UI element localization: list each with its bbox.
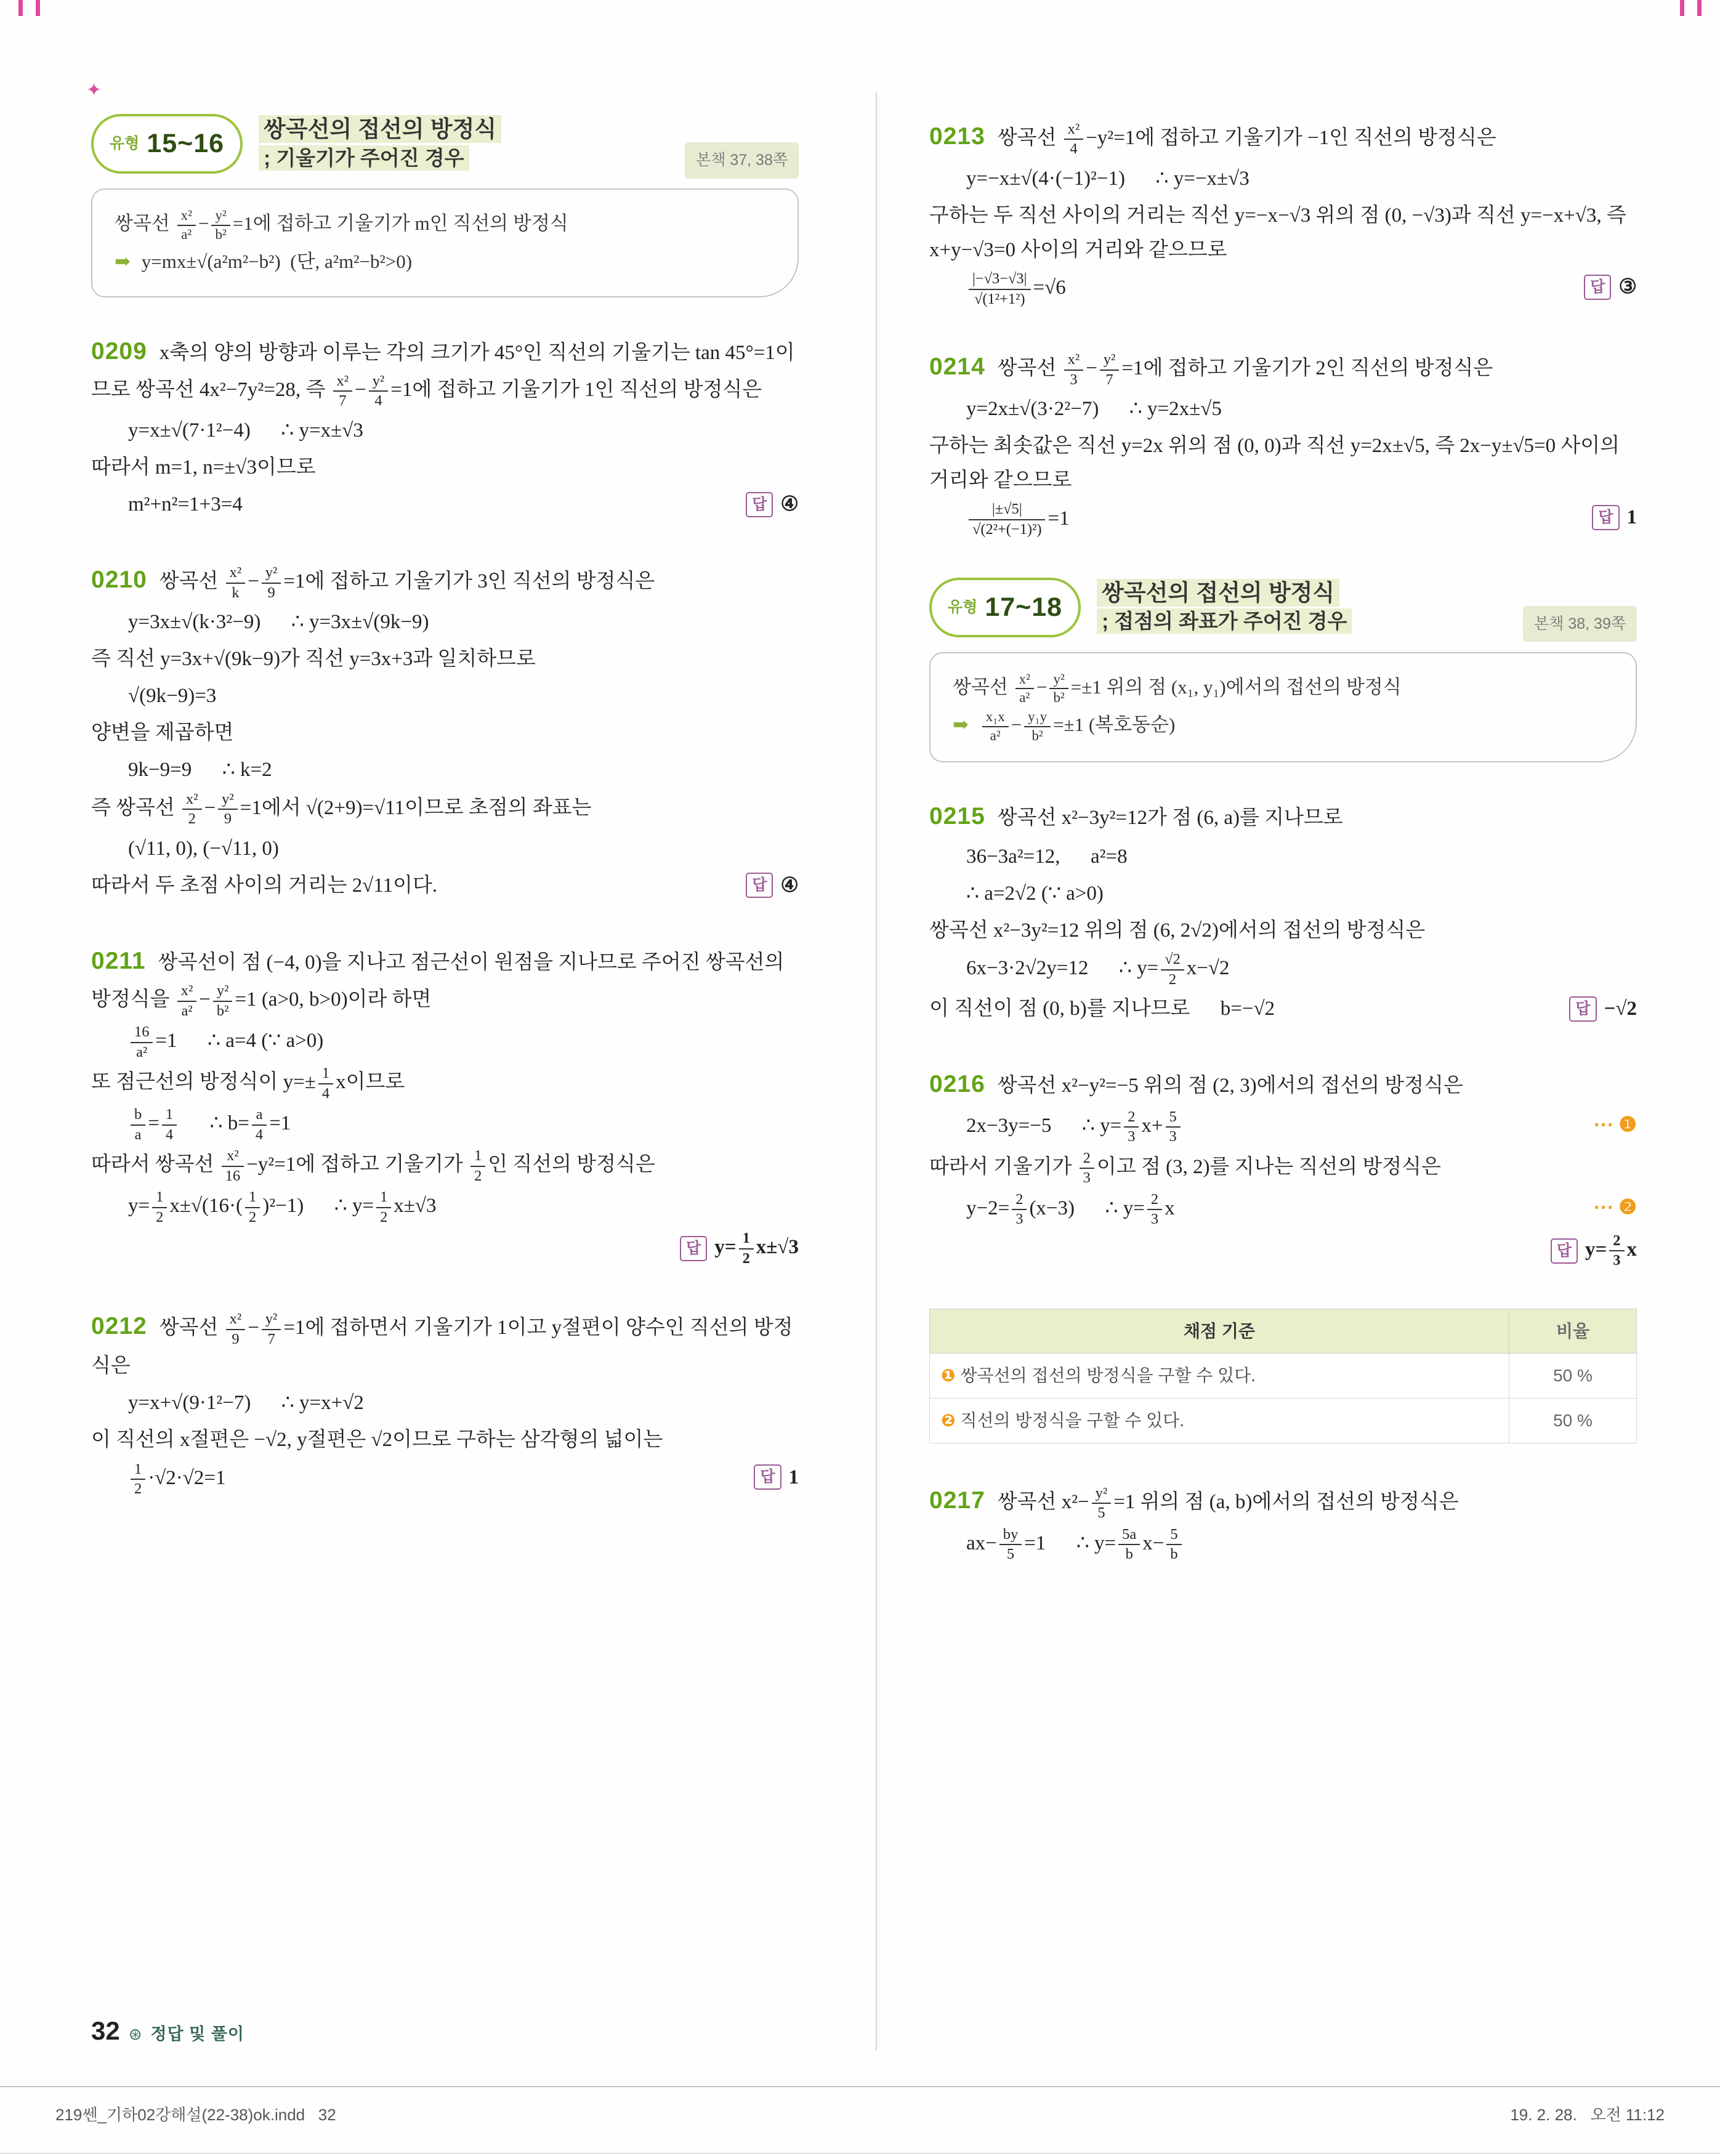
fraction: $\frac{5}{3}$: [1166, 1108, 1181, 1147]
answer-chip: 답: [1584, 275, 1611, 300]
fraction: $\frac{\text{y²}}{7}$: [1100, 350, 1120, 389]
solution-text: m²+n²=1+3=4: [128, 493, 243, 516]
solution-line: [91, 1460, 799, 1499]
fraction: $\frac{1}{4}$: [162, 1105, 177, 1144]
fraction: $\frac{\text{y₁y}}{\text{b²}}$: [1024, 708, 1051, 745]
solution-text: y= $\frac{1}{2}$ x±√(16·( $\frac{1}{2}$ )²−1) ∴ y= $\frac{1}{2}$ x±√3: [128, 1195, 437, 1217]
fraction: $\frac{by}{5}$: [999, 1525, 1022, 1564]
fraction: $\frac{1}{2}$: [376, 1188, 391, 1227]
solution-text: x축의 양의 방향과 이루는 각의 크기가 45°인 직선의 기울기는 tan 45°=1이므로 쌍곡선 4x²−7y²=28, 즉 $\frac{\text{x²}}{7}$ − $\frac{\text{y²}}{4}$ =1에 접하고 기울기가 1인 직선의 방정식은: [91, 342, 795, 401]
problem-number: 0209: [91, 337, 147, 365]
solution-text: ax− $\frac{by}{5}$ =1 ∴ y= $\frac{5a}{b}$ x− $\frac{5}{b}$: [966, 1532, 1184, 1554]
answer-chip: 답: [1569, 996, 1596, 1022]
solution-line: [929, 1190, 1637, 1229]
fraction: $\frac{2}{3}$: [1147, 1190, 1162, 1229]
solution-line: [91, 1105, 799, 1144]
content-columns: [91, 114, 1637, 1602]
type-header: [929, 578, 1637, 637]
solution-line: [929, 1232, 1637, 1270]
right-column: [929, 114, 1637, 1602]
solution-text: 구하는 두 직선 사이의 거리는 직선 y=−x−√3 위의 점 (0, −√3)과 직선 y=−x+√3, 즉 x+y−√3=0 사이의 거리와 같으므로: [929, 204, 1632, 262]
answer-value: y= $\frac{1}{2}$ x±√3: [714, 1229, 799, 1268]
solution-text: 쌍곡선 $\frac{\text{x²}}{4}$ −y²=1에 접하고 기울기가 −1인 직선의 방정식은: [998, 127, 1496, 149]
solution-text: y=2x±√(3·2²−7) ∴ y=2x±√5: [966, 398, 1222, 421]
fraction: $\frac{\text{y²}}{\text{b²}}$: [1049, 671, 1068, 707]
solution-line: [929, 950, 1637, 989]
problem-number: 0217: [929, 1487, 985, 1514]
sparkle-mark: ✦: [86, 80, 102, 100]
solution-line: [929, 116, 1637, 159]
answer: [680, 1229, 799, 1268]
solution-line: [91, 753, 799, 787]
fraction: $\frac{2}{3}$: [1609, 1232, 1624, 1270]
type-title-text: 쌍곡선의 접선의 방정식: [1097, 579, 1339, 607]
type-header: [91, 114, 799, 174]
print-rule-top: [0, 2086, 1720, 2087]
fraction: $\frac{2}{3}$: [1012, 1190, 1027, 1229]
solution-text: 쌍곡선 $\frac{\text{x²}}{3}$ − $\frac{\text{y²}}{7}$ =1에 접하고 기울기가 2인 직선의 방정식은: [998, 357, 1493, 379]
solution-line: [929, 839, 1637, 874]
fraction: $\frac{2}{3}$: [1080, 1149, 1094, 1188]
solution-text: 쌍곡선이 점 (−4, 0)을 지나고 점근선이 원점을 지나므로 주어진 쌍곡선의 방정식을 $\frac{\text{x²}}{\text{a²}}$ − $\frac{\text{y²}}{\text{b²}}$ =1 (a>0, b>0)이라 하면: [91, 951, 789, 1011]
solution-line: [91, 1188, 799, 1227]
answer-chip: 답: [680, 1236, 707, 1261]
solution-line: [929, 347, 1637, 389]
solution-text: 따라서 m=1, n=±√3이므로: [91, 456, 316, 478]
fraction: $\frac{a}{4}$: [252, 1105, 267, 1144]
solution-text: 즉 직선 y=3x+√(9k−9)가 직선 y=3x+3과 일치하므로: [91, 648, 536, 671]
fraction: $\frac{5}{b}$: [1166, 1525, 1181, 1564]
scoring-table-header: 채점 기준: [930, 1309, 1509, 1354]
answer: [1569, 991, 1637, 1026]
solution-line: [929, 161, 1637, 196]
fraction: $\frac{1}{2}$: [245, 1188, 260, 1227]
problem-number: 0216: [929, 1071, 985, 1098]
solution-line: [929, 198, 1637, 267]
solution-text: 쌍곡선 $\frac{\text{x²}}{k}$ − $\frac{\text{y²}}{9}$ =1에 접하고 기울기가 3인 직선의 방정식은: [159, 570, 655, 592]
solution-line: [91, 642, 799, 676]
scoring-table-body: [930, 1354, 1637, 1443]
solution-text: 36−3a²=12, a²=8: [966, 846, 1128, 868]
fraction: $\frac{16}{\text{a²}}$: [131, 1023, 153, 1062]
scoring-criterion: ❷ 직선의 방정식을 구할 수 있다.: [930, 1399, 1509, 1443]
solution-line: [91, 1386, 799, 1420]
solution-text: y=−x±√(4·(−1)²−1) ∴ y=−x±√3: [966, 167, 1250, 190]
solution-line: [91, 487, 799, 522]
page-footer: [91, 2009, 244, 2053]
type-title: [1097, 578, 1637, 608]
answer-chip: 답: [1551, 1238, 1578, 1264]
step-number-icon: ❶: [1618, 1113, 1637, 1136]
problem-0212: [91, 1306, 799, 1498]
solution-text: 쌍곡선 x²−y²=−5 위의 점 (2, 3)에서의 접선의 방정식은: [997, 1075, 1463, 1097]
footer-symbol-icon: ⊛: [128, 2025, 142, 2043]
fraction: $\frac{\text{y²}}{\text{b²}}$: [211, 207, 230, 243]
fraction: $\frac{\text{x²}}{\text{a²}}$: [1015, 671, 1034, 707]
solution-text: y=x±√(7·1²−4) ∴ y=x±√3: [128, 419, 363, 442]
solution-line: [929, 1480, 1637, 1523]
scoring-table-head: [930, 1309, 1637, 1354]
answer-chip: 답: [746, 492, 773, 517]
solution-text: 쌍곡선 x²−3y²=12가 점 (6, a)를 지나므로: [997, 806, 1343, 829]
page-number: 32: [91, 2016, 120, 2045]
fraction: $\frac{1}{4}$: [318, 1064, 333, 1103]
scoring-ratio: 50 %: [1509, 1354, 1637, 1399]
answer-chip: 답: [1592, 505, 1619, 530]
fraction: $\frac{|\pm√5|}{\text{√(2²+(−1)²)}}$: [969, 500, 1045, 539]
solution-text: 따라서 쌍곡선 $\frac{\text{x²}}{16}$ −y²=1에 접하고 기울기가 $\frac{1}{2}$ 인 직선의 방정식은: [91, 1153, 655, 1176]
step-number-icon: ❷: [941, 1411, 956, 1431]
solution-text: 이 직선이 점 (0, b)를 지나므로 b=−√2: [929, 998, 1275, 1020]
problem-0213: [929, 116, 1637, 309]
solution-line: [929, 991, 1637, 1026]
book-reference: 본책 37, 38쪽: [685, 142, 799, 179]
print-rule-bottom: [0, 2153, 1720, 2154]
solution-text: 2x−3y=−5 ∴ y= $\frac{2}{3}$ x+ $\frac{5}{3}$: [966, 1115, 1183, 1137]
formula-line: ➡ y=mx±√(a²m²−b²) (단, a²m²−b²>0): [115, 250, 413, 272]
answer: [1584, 270, 1637, 304]
solution-text: y−2= $\frac{2}{3}$ (x−3) ∴ y= $\frac{2}{3}$ x: [966, 1197, 1175, 1219]
solution-line: [91, 790, 799, 829]
solution-text: 또 점근선의 방정식이 y=± $\frac{1}{4}$ x이므로: [91, 1071, 405, 1093]
problem-number: 0210: [91, 567, 147, 594]
solution-line: [91, 560, 799, 602]
step-marker: ⋯ ❷: [1593, 1196, 1637, 1219]
problem-0210: [91, 560, 799, 903]
fraction: $\frac{\text{y²}}{7}$: [262, 1310, 281, 1349]
arrow-icon: ➡: [953, 714, 969, 736]
solution-line: [929, 270, 1637, 309]
answer-value: y= $\frac{2}{3}$ x: [1585, 1232, 1637, 1270]
formula-line: 쌍곡선 $\frac{\text{x²}}{\text{a²}}$ − $\frac{\text{y²}}{\text{b²}}$ =1에 접하고 기울기가 m인 직선의 방정식: [115, 206, 775, 244]
scoring-ratio: 50 %: [1509, 1399, 1637, 1443]
type-subtitle-text: ; 기울기가 주어진 경우: [259, 145, 469, 171]
fraction: $\frac{1}{2}$: [152, 1188, 167, 1227]
solution-line: [91, 1064, 799, 1103]
fraction: $\frac{\text{x²}}{16}$: [222, 1147, 244, 1185]
solution-line: [929, 500, 1637, 539]
solution-text: 쌍곡선 x²− $\frac{\text{y²}}{5}$ =1 위의 점 (a, b)에서의 접선의 방정식은: [998, 1491, 1459, 1513]
type-header-block: [91, 114, 799, 297]
fraction: $\frac{\text{x²}}{2}$: [182, 790, 202, 829]
left-column: [91, 114, 799, 1602]
solution-text: 쌍곡선 $\frac{\text{x²}}{9}$ − $\frac{\text{y²}}{7}$ =1에 접하면서 기울기가 1이고 y절편이 양수인 직선의 방정식은: [91, 1310, 793, 1378]
solution-text: 양변을 제곱하면: [91, 722, 234, 745]
solution-text: 6x−3·2√2y=12 ∴ y= $\frac{√2}{2}$ x−√2: [966, 957, 1230, 979]
solution-line: [929, 796, 1637, 837]
formula-line: ➡ $\frac{\text{x₁x}}{\text{a²}}$ − $\frac{\text{y₁y}}{\text{b²}}$ =±1 (복호동순): [953, 707, 1613, 745]
problem-0209: [91, 331, 799, 522]
problem-0211: [91, 941, 799, 1269]
fraction: $\frac{\text{y²}}{4}$: [369, 372, 389, 411]
scoring-table-header: 비율: [1509, 1309, 1637, 1354]
solution-line: [91, 450, 799, 485]
step-marker: ⋯ ❶: [1593, 1113, 1637, 1136]
solution-text: 이 직선의 x절편은 −√2, y절편은 √2이므로 구하는 삼각형의 넓이는: [91, 1429, 663, 1451]
solution-line: [929, 876, 1637, 911]
solution-line: [929, 1149, 1637, 1188]
fraction: $\frac{\text{x²}}{4}$: [1064, 120, 1084, 159]
solution-line: [91, 1306, 799, 1383]
solution-text: $\frac{1}{2}$ ·√2·√2=1: [128, 1467, 226, 1489]
solution-text: $\frac{16}{\text{a²}}$ =1 ∴ a=4 (∵ a>0): [128, 1030, 323, 1052]
problem-number: 0212: [91, 1313, 147, 1340]
formula-line: 쌍곡선 $\frac{\text{x²}}{\text{a²}}$ − $\frac{\text{y²}}{\text{b²}}$ =±1 위의 점 (x₁, y₁)에서의 접선의 방정식: [953, 669, 1613, 708]
answer-value: ④: [780, 493, 799, 516]
fraction: $\frac{\text{y²}}{9}$: [262, 563, 281, 602]
solution-line: [91, 413, 799, 448]
answer-chip: 답: [754, 1464, 781, 1490]
solution-line: [91, 1023, 799, 1062]
print-footer-timestamp: 19. 2. 28. 오전 11:12: [1510, 2106, 1665, 2124]
fraction: $\frac{\text{y²}}{5}$: [1092, 1484, 1112, 1523]
crop-mark: [36, 0, 40, 16]
problem-number: 0213: [929, 123, 985, 150]
solution-line: [929, 1108, 1637, 1147]
solution-text: $\frac{|-√3-√3|}{\text{√(1²+1²)}}$ =√6: [966, 277, 1066, 299]
fraction: $\frac{1}{2}$: [470, 1147, 485, 1185]
solution-line: [91, 1423, 799, 1457]
fraction: $\frac{2}{3}$: [1124, 1108, 1139, 1147]
answer: [1592, 500, 1637, 535]
scoring-criterion: ❶ 쌍곡선의 접선의 방정식을 구할 수 있다.: [930, 1354, 1509, 1399]
solution-text: ∴ a=2√2 (∵ a>0): [966, 882, 1104, 905]
problem-0217: [929, 1480, 1637, 1564]
answer-value: ④: [780, 874, 799, 897]
answer-value: −√2: [1604, 998, 1637, 1020]
solution-line: [929, 1525, 1637, 1564]
solution-text: 따라서 두 초점 사이의 거리는 2√11이다.: [91, 874, 438, 897]
solution-text: y=3x±√(k·3²−9) ∴ y=3x±√(9k−9): [128, 611, 429, 634]
type-badge-label: 유형: [948, 598, 978, 616]
problem-0216: [929, 1064, 1637, 1270]
step-number-icon: ❶: [941, 1366, 956, 1386]
answer: [746, 487, 799, 522]
type-header-block: [929, 578, 1637, 762]
answer-chip: 답: [746, 873, 773, 898]
solution-text: $\frac{|\pm√5|}{\text{√(2²+(−1)²)}}$ =1: [966, 507, 1070, 530]
page-footer-label: 정답 및 풀이: [150, 2025, 244, 2043]
fraction: $\frac{\text{x²}}{9}$: [226, 1310, 246, 1349]
type-badge-range: 15~16: [147, 129, 225, 158]
fraction: $\frac{√2}{2}$: [1161, 950, 1184, 989]
solution-text: (√11, 0), (−√11, 0): [128, 837, 279, 860]
book-reference: 본책 38, 39쪽: [1523, 606, 1637, 642]
print-footer: [0, 2101, 1720, 2128]
fraction: $\frac{\text{x₁x}}{\text{a²}}$: [982, 708, 1009, 745]
solution-line: [91, 679, 799, 713]
solution-line: [929, 429, 1637, 498]
scoring-table-header-row: [930, 1309, 1637, 1354]
formula-box: [929, 652, 1637, 762]
type-badge-label: 유형: [110, 135, 140, 153]
crop-mark: [1697, 0, 1702, 16]
solution-line: [91, 1229, 799, 1268]
solution-line: [91, 868, 799, 903]
problem-number: 0215: [929, 802, 985, 830]
solution-text: √(9k−9)=3: [128, 685, 217, 708]
fraction: $\frac{1}{2}$: [131, 1460, 145, 1499]
type-title-text: 쌍곡선의 접선의 방정식: [259, 115, 501, 143]
solution-line: [929, 913, 1637, 948]
solution-line: [91, 831, 799, 866]
solution-line: [929, 1064, 1637, 1105]
answer: [1551, 1232, 1637, 1270]
solution-line: [91, 716, 799, 750]
solution-text: 쌍곡선 x²−3y²=12 위의 점 (6, 2√2)에서의 접선의 방정식은: [929, 919, 1426, 942]
type-title: [259, 114, 799, 145]
answer-value: ③: [1618, 276, 1637, 299]
print-footer-filename: 219쎈_기하02강해설(22-38)ok.indd 32: [55, 2106, 336, 2124]
problem-0214: [929, 347, 1637, 539]
solution-text: 구하는 최솟값은 직선 y=2x 위의 점 (0, 0)과 직선 y=2x±√5, 즉 2x−y±√5=0 사이의 거리와 같으므로: [929, 435, 1625, 492]
answer: [746, 868, 799, 903]
solution-line: [91, 605, 799, 639]
type-badge-range: 17~18: [985, 592, 1063, 622]
crop-mark: [1680, 0, 1684, 16]
formula-box: [91, 188, 799, 297]
fraction: $\frac{1}{2}$: [739, 1229, 754, 1268]
problem-0215: [929, 796, 1637, 1027]
scoring-table-row: [930, 1399, 1637, 1443]
fraction: $\frac{b}{a}$: [131, 1105, 145, 1144]
solution-text: $\frac{b}{a}$ = $\frac{1}{4}$ ∴ b= $\frac{a}{4}$ =1: [128, 1112, 291, 1134]
problem-number: 0211: [91, 947, 146, 974]
problem-number: 0214: [929, 353, 985, 381]
fraction: $\frac{\text{y²}}{\text{b²}}$: [213, 982, 233, 1020]
solution-line: [91, 1147, 799, 1185]
step-number-icon: ❷: [1618, 1196, 1637, 1219]
type-badge: [91, 114, 243, 174]
fraction: $\frac{\text{x²}}{3}$: [1064, 350, 1084, 389]
fraction: $\frac{\text{x²}}{\text{a²}}$: [177, 982, 197, 1020]
solution-text: y=x+√(9·1²−7) ∴ y=x+√2: [128, 1392, 364, 1415]
solution-text: 9k−9=9 ∴ k=2: [128, 759, 272, 781]
type-subtitle-text: ; 접점의 좌표가 주어진 경우: [1097, 608, 1352, 634]
scoring-table: [929, 1309, 1637, 1443]
fraction: $\frac{\text{x²}}{\text{a²}}$: [177, 207, 196, 243]
fraction: $\frac{\text{x²}}{k}$: [226, 563, 246, 602]
answer-value: 1: [788, 1466, 799, 1488]
arrow-icon: ➡: [115, 250, 131, 272]
fraction: $\frac{|-√3-√3|}{\text{√(1²+1²)}}$: [969, 270, 1031, 309]
fraction: $\frac{\text{y²}}{9}$: [218, 790, 238, 829]
solution-text: 따라서 기울기가 $\frac{2}{3}$ 이고 점 (3, 2)를 지나는 직선의 방정식은: [929, 1156, 1441, 1178]
solution-line: [91, 331, 799, 411]
type-badge: [929, 578, 1081, 637]
solution-text: 즉 쌍곡선 $\frac{\text{x²}}{2}$ − $\frac{\text{y²}}{9}$ =1에서 √(2+9)=√11이므로 초점의 좌표는: [91, 797, 591, 819]
fraction: $\frac{\text{x²}}{7}$: [333, 372, 353, 411]
solution-line: [91, 941, 799, 1020]
solution-line: [929, 392, 1637, 426]
answer: [754, 1460, 799, 1495]
scoring-table-row: [930, 1354, 1637, 1399]
fraction: $\frac{5a}{b}$: [1118, 1525, 1140, 1564]
crop-mark: [18, 0, 23, 16]
answer-value: 1: [1626, 506, 1637, 529]
